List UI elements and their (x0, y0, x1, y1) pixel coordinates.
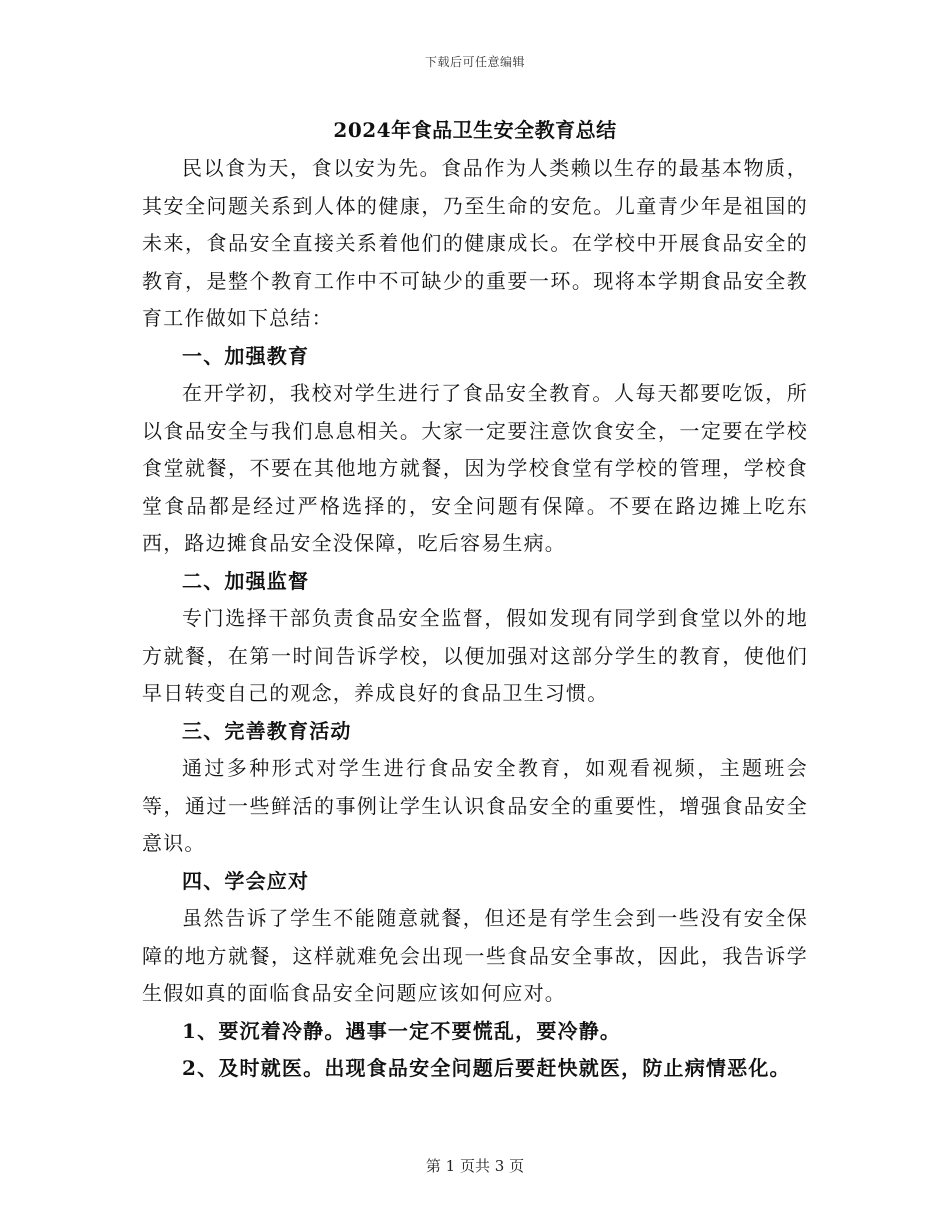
header-note: 下载后可任意编辑 (424, 55, 525, 69)
document-title: 2024年食品卫生安全教育总结 (333, 118, 617, 142)
section-heading-1: 一、加强教育 (182, 343, 310, 368)
intro-paragraph: 民以食为天，食以安为先。食品作为人类赖以生存的最基本物质，其安全问题关系到人体的健康，乃至生命的安危。儿童青少年是祖国的未来，食品安全直接关系着他们的健康成长。在学校中开展食品安全的教育，是整个教育工作中不可缺少的重要一环。现将本学期食品安全教育工作做如下总结： (142, 156, 808, 330)
section-heading-3: 三、完善教育活动 (182, 718, 352, 743)
section-paragraph-3: 通过多种形式对学生进行食品安全教育，如观看视频，主题班会等，通过一些鲜活的事例让学生认识食品安全的重要性，增强食品安全意识。 (142, 756, 808, 855)
point-2: 2、及时就医。出现食品安全问题后要赶快就医，防止病情恶化。 (182, 1056, 791, 1080)
document-body (142, 150, 808, 1088)
page-number: 第 1 页共 3 页 (425, 1157, 525, 1175)
section-paragraph-4: 虽然告诉了学生不能随意就餐，但还是有学生会到一些没有安全保障的地方就餐，这样就难免会出现一些食品安全事故，因此，我告诉学生假如真的面临食品安全问题应该如何应对。 (142, 906, 808, 1005)
point-1: 1、要沉着冷静。遇事一定不要慌乱，要冷静。 (182, 1018, 622, 1043)
section-paragraph-2: 专门选择干部负责食品安全监督，假如发现有同学到食堂以外的地方就餐，在第一时间告诉学校，以便加强对这部分学生的教育，使他们早日转变自己的观念，养成良好的食品卫生习惯。 (142, 606, 808, 705)
section-heading-2: 二、加强监督 (182, 568, 310, 593)
section-paragraph-1: 在开学初，我校对学生进行了食品安全教育。人每天都要吃饭，所以食品安全与我们息息相关。大家一定要注意饮食安全，一定要在学校食堂就餐，不要在其他地方就餐，因为学校食堂有学校的管理，学校食堂食品都是经过严格选择的，安全问题有保障。不要在路边摊上吃东西，路边摊食品安全没保障，吃后容易生病。 (142, 381, 808, 555)
section-heading-4: 四、学会应对 (182, 868, 310, 893)
